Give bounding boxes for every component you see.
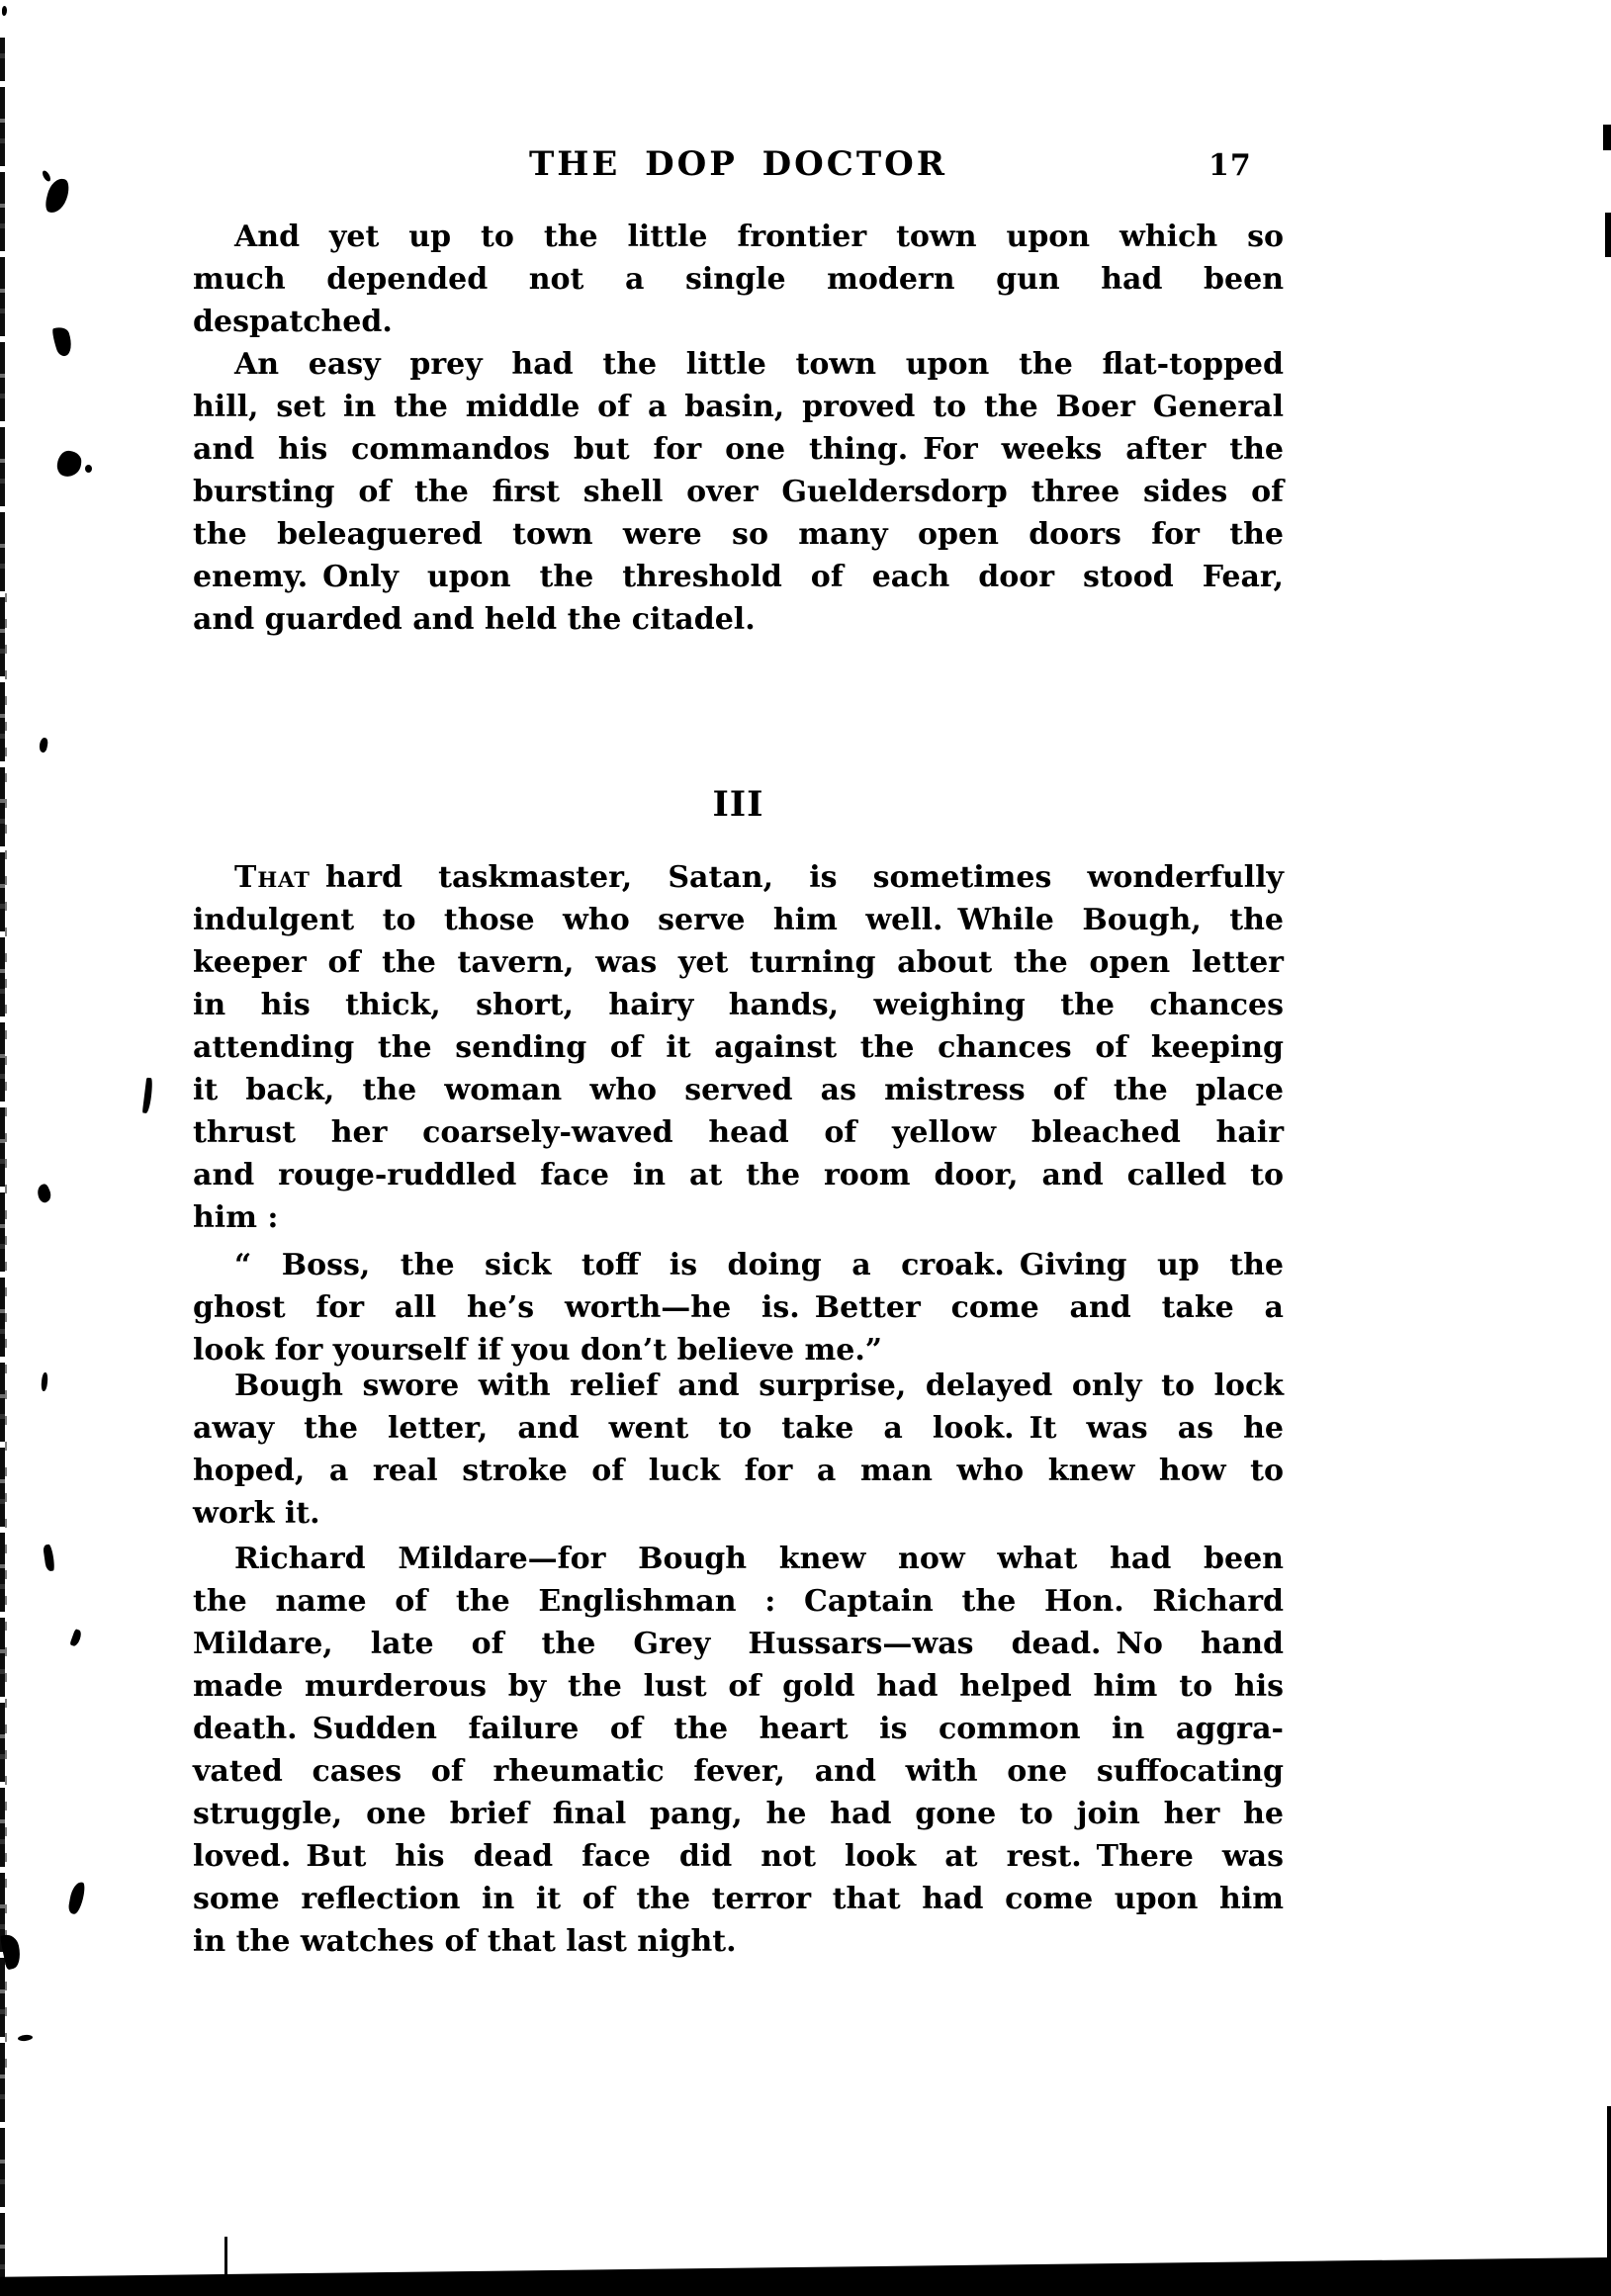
ink-smudge: [41, 169, 51, 182]
text-line: “ Boss, the sick toff is doing a croak. Giving up the: [234, 1248, 1284, 1282]
text-line: the name of the Englishman : Captain the Hon. Richard: [193, 1584, 1284, 1619]
page-number: 17: [1208, 148, 1252, 183]
text-line: Mildare, late of the Grey Hussars—was dead. No hand: [193, 1627, 1284, 1661]
text-line: death. Sudden failure of the heart is common in aggra-: [193, 1712, 1284, 1746]
text-line: Bough swore with relief and surprise, delayed only to lock: [234, 1369, 1284, 1403]
ink-smudge: [43, 1545, 55, 1572]
text-line: Richard Mildare—for Bough knew now what had been: [234, 1542, 1284, 1576]
text-line: despatched.: [193, 305, 393, 339]
lead-line-rest: hard taskmaster, Satan, is sometimes wonderfully: [310, 860, 1284, 895]
text-line: work it.: [193, 1496, 320, 1531]
paragraph: [193, 1365, 1284, 1535]
text-line: hoped, a real stroke of luck for a man who knew how to: [193, 1454, 1284, 1488]
ink-smudge: [39, 737, 49, 752]
text-line: in his thick, short, hairy hands, weighing the chances: [193, 988, 1284, 1022]
paragraph-quote: [193, 1244, 1284, 1371]
text-line: away the letter, and went to take a look. It was as he: [193, 1411, 1284, 1446]
text-line: loved. But his dead face did not look at rest. There was: [193, 1839, 1284, 1874]
text-line: and guarded and held the citadel.: [193, 602, 756, 637]
lead-word: That: [234, 860, 311, 895]
paragraph: [193, 343, 1284, 641]
text-line: him :: [193, 1200, 279, 1235]
text-line: and rouge-ruddled face in at the room door, and called to: [193, 1158, 1284, 1192]
text-line: [193, 856, 1284, 899]
text-line: struggle, one brief final pang, he had gone to join her he: [193, 1797, 1284, 1831]
text-line: And yet up to the little frontier town upon which so: [234, 220, 1284, 254]
paragraph: [193, 1538, 1284, 1963]
scan-edge-right: [1605, 213, 1611, 257]
ink-smudge: [69, 1629, 82, 1647]
text-line: hill, set in the middle of a basin, proved to the Boer General: [193, 390, 1284, 424]
ink-smudge: [85, 465, 92, 473]
ink-smudge: [35, 1183, 53, 1204]
ink-smudge: [44, 176, 71, 216]
ink-smudge: [56, 450, 83, 478]
text-line: in the watches of that last night.: [193, 1924, 737, 1959]
ink-smudge: [41, 1372, 48, 1391]
ink-smudge: [2, 6, 7, 16]
ink-smudge: [50, 324, 75, 358]
ink-smudge: [67, 1881, 86, 1915]
text-line: ghost for all he’s worth—he is. Better come and take a: [193, 1290, 1284, 1325]
text-line: indulgent to those who serve him well. While Bough, the: [193, 903, 1284, 937]
text-line: the beleaguered town were so many open doors for the: [193, 517, 1284, 552]
ink-smudge: [224, 2237, 227, 2278]
text-line: attending the sending of it against the chances of keeping: [193, 1030, 1284, 1065]
scan-edge-right: [1607, 2106, 1611, 2269]
text-line: look for yourself if you don’t believe me.”: [193, 1333, 883, 1368]
chapter-heading: III: [712, 784, 764, 825]
text-line: keeper of the tavern, was yet turning about the open letter: [193, 945, 1284, 980]
text-line: some reflection in it of the terror that had come upon him: [193, 1882, 1284, 1916]
ink-smudge: [142, 1078, 153, 1114]
text-line: bursting of the first shell over Gueldersdorp three sides of: [193, 475, 1284, 509]
text-line: and his commandos but for one thing. For weeks after the: [193, 432, 1284, 467]
scan-edge-right: [1603, 125, 1611, 150]
text-line: it back, the woman who served as mistress of the place: [193, 1073, 1284, 1107]
running-header-title: THE DOP DOCTOR: [528, 144, 948, 184]
text-line: enemy. Only upon the threshold of each door stood Fear,: [193, 560, 1284, 594]
paragraph: [193, 856, 1284, 1239]
text-line: much depended not a single modern gun had been: [193, 262, 1284, 297]
ink-smudge: [18, 2034, 34, 2042]
paragraph: [193, 216, 1284, 343]
text-line: An easy prey had the little town upon the flat-topped: [234, 347, 1284, 382]
text-line: made murderous by the lust of gold had helped him to his: [193, 1669, 1284, 1704]
text-line: thrust her coarsely-waved head of yellow bleached hair: [193, 1115, 1284, 1150]
text-line: vated cases of rheumatic fever, and with one suffocating: [193, 1754, 1284, 1789]
scan-edge-left-speckle: [5, 593, 7, 2076]
scan-edge-bottom: [0, 2245, 1611, 2296]
